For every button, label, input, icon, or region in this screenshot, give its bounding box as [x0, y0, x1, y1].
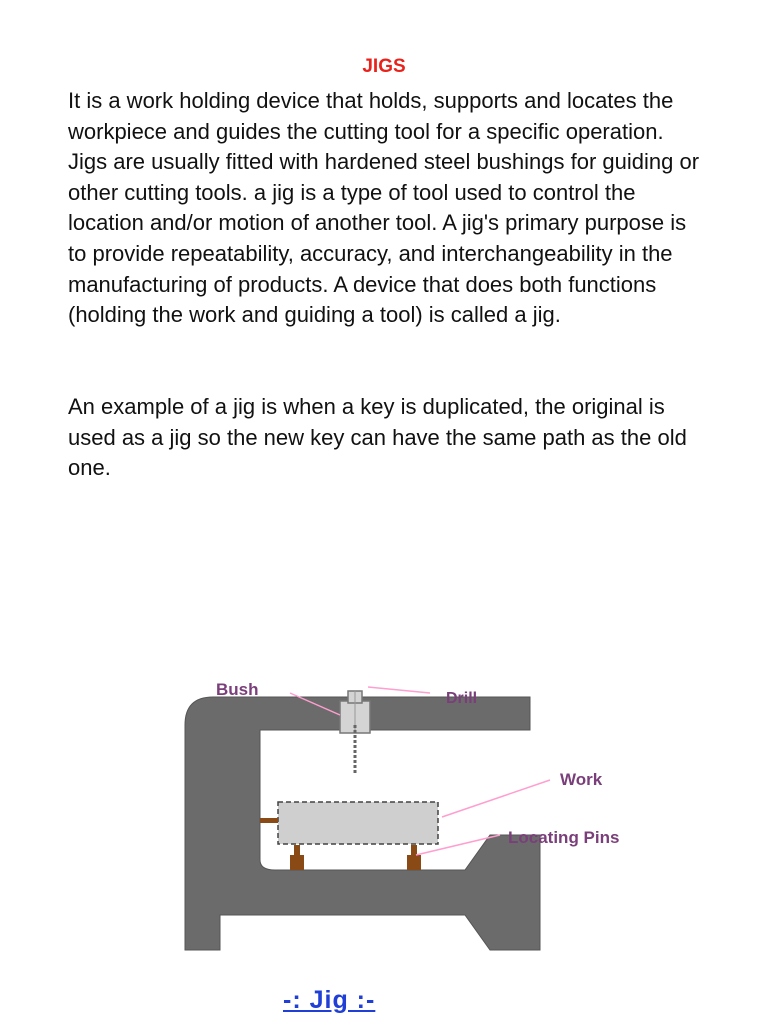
label-locating-pins: Locating Pins — [508, 828, 620, 847]
locating-pin-left — [290, 855, 304, 870]
label-work: Work — [560, 770, 603, 789]
label-drill: Drill — [446, 690, 478, 707]
definition-paragraph: It is a work holding device that holds, supports and locates the workpiece and guides the cutting tool for a specific operation. Jigs are usually fitted with hardened steel bushings for guiding or other cutting tools. a jig is a type of tool used to control the location and/or motion of another tool. A jig's primary purpose is to provide repeatability, accuracy, and interchangeability in the manufacturing of products. A device that does both functions (holding the work and guiding a tool) is called a jig. — [68, 88, 700, 328]
example-paragraph: An example of a jig is when a key is duplicated, the original is used as a jig so the new key can have the same path as the old one. — [68, 394, 687, 481]
side-stopper — [260, 818, 278, 823]
work-piece — [278, 802, 438, 844]
label-bush: Bush — [216, 680, 259, 699]
locating-pin-left-tip — [294, 845, 300, 855]
jig-diagram — [180, 665, 680, 955]
page-title: JIGS — [362, 56, 406, 77]
locating-pin-right-tip — [411, 845, 417, 855]
locating-pin-right — [407, 855, 421, 870]
diagram-caption: -: Jig :- — [283, 986, 376, 1014]
